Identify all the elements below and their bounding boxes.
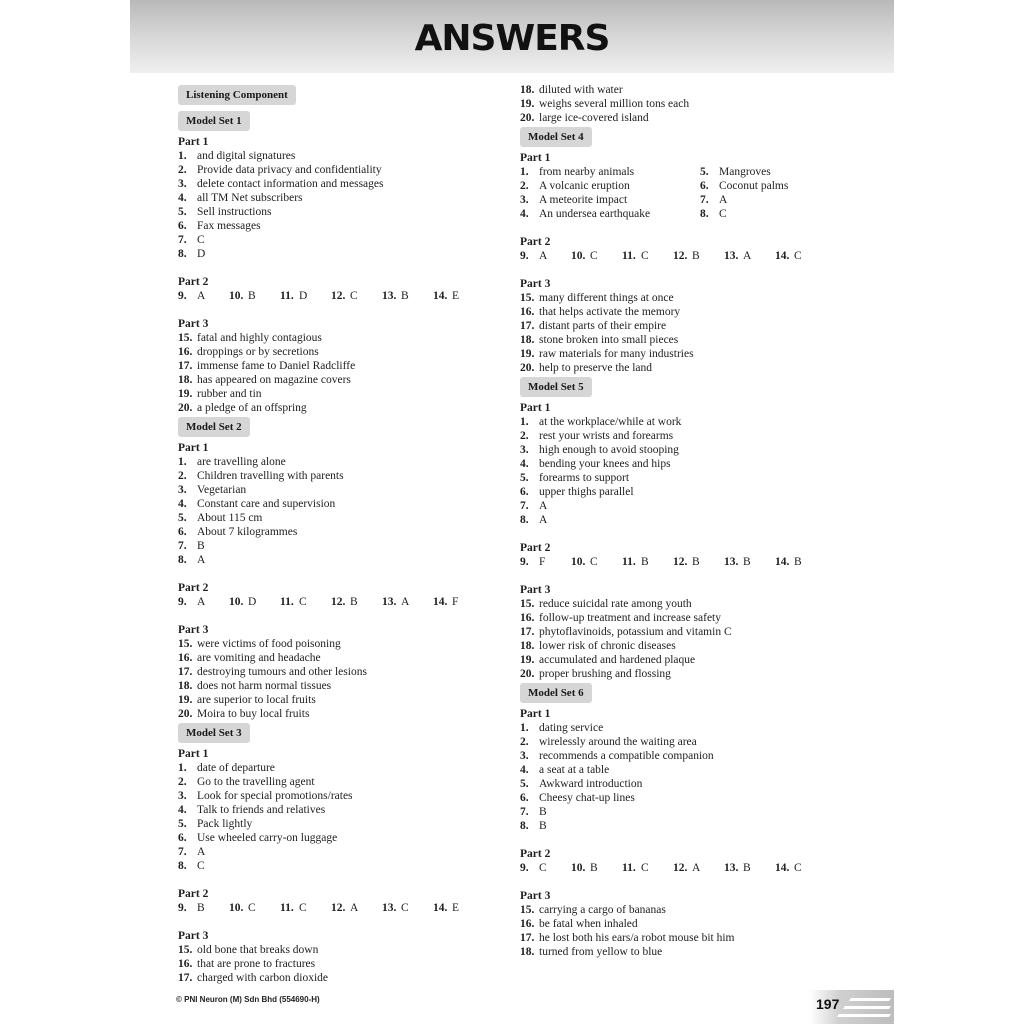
set5-part3-list (520, 597, 850, 681)
list-item: 14. E (433, 290, 460, 302)
list-item: 18. diluted with water (520, 84, 623, 96)
list-item: 6. Use wheeled carry-on luggage (178, 832, 338, 844)
model-set-4-label: Model Set 4 (520, 127, 592, 147)
set4-part1-list (520, 165, 850, 221)
right-column (520, 83, 850, 959)
page-number: 197 (816, 996, 840, 1012)
list-item: 17. he lost both his ears/a robot mouse bit him (520, 932, 735, 944)
list-item: 8. B (520, 820, 547, 832)
list-item: 11. C (280, 902, 307, 914)
list-item: 7. A (700, 194, 728, 206)
list-item: 5. About 115 cm (178, 512, 263, 524)
list-item: 5. Pack lightly (178, 818, 253, 830)
list-item: 18. stone broken into small pieces (520, 334, 679, 346)
set3-part3-list-right (520, 83, 850, 125)
list-item: 12. B (331, 596, 358, 608)
list-item: 13. B (724, 862, 751, 874)
list-item: 4. a seat at a table (520, 764, 610, 776)
set6-part3-title: Part 3 (520, 890, 551, 902)
list-item: 8. D (178, 248, 206, 260)
list-item: 14. C (775, 862, 802, 874)
set3-part3-title: Part 3 (178, 930, 209, 942)
list-item: 12. C (331, 290, 358, 302)
list-item: 9. F (520, 556, 546, 568)
list-item: 3. high enough to avoid stooping (520, 444, 679, 456)
list-item: 1. at the workplace/while at work (520, 416, 682, 428)
list-item: 10. C (571, 556, 598, 568)
list-item: 14. F (433, 596, 459, 608)
set1-part2-row (178, 289, 498, 303)
model-set-1-label: Model Set 1 (178, 111, 250, 131)
set4-part2-title: Part 2 (520, 236, 551, 248)
list-item: 2. Children travelling with parents (178, 470, 344, 482)
set2-part3-title: Part 3 (178, 624, 209, 636)
list-item: 7. B (178, 540, 205, 552)
list-item: 4. Constant care and supervision (178, 498, 336, 510)
set5-part1-list (520, 415, 850, 527)
list-item: 5. Mangroves (700, 166, 771, 178)
list-item: 4. all TM Net subscribers (178, 192, 303, 204)
list-item: 1. are travelling alone (178, 456, 286, 468)
model-set-3-label: Model Set 3 (178, 723, 250, 743)
set5-part2-row (520, 555, 850, 569)
list-item: 13. A (382, 596, 410, 608)
copyright-footer: © PNI Neuron (M) Sdn Bhd (554690-H) (176, 995, 320, 1004)
list-item: 6. Fax messages (178, 220, 261, 232)
set2-part3-list (178, 637, 498, 721)
page-number-badge (810, 990, 894, 1024)
page-title: ANSWERS (414, 18, 610, 59)
set3-part3-list-left (178, 943, 498, 985)
list-item: 1. dating service (520, 722, 604, 734)
list-item: 17. phytoflavinoids, potassium and vitamin C (520, 626, 732, 638)
list-item: 8. A (520, 514, 548, 526)
list-item: 11. C (280, 596, 307, 608)
list-item: 9. A (178, 596, 206, 608)
list-item: 3. Look for special promotions/rates (178, 790, 353, 802)
list-item: 10. C (571, 250, 598, 262)
list-item: 4. Talk to friends and relatives (178, 804, 326, 816)
list-item: 4. An undersea earthquake (520, 208, 651, 220)
list-item: 19. weighs several million tons each (520, 98, 690, 110)
list-item: 2. A volcanic eruption (520, 180, 630, 192)
list-item: 9. C (520, 862, 547, 874)
list-item: 15. many different things at once (520, 292, 674, 304)
list-item: 3. Vegetarian (178, 484, 247, 496)
set1-part3-list (178, 331, 498, 415)
list-item: 6. About 7 kilogrammes (178, 526, 298, 538)
list-item: 18. has appeared on magazine covers (178, 374, 351, 386)
list-item: 14. B (775, 556, 802, 568)
list-item: 20. Moira to buy local fruits (178, 708, 310, 720)
list-item: 3. A meteorite impact (520, 194, 628, 206)
set6-part3-list (520, 903, 850, 959)
header-banner (130, 0, 894, 73)
list-item: 19. raw materials for many industries (520, 348, 694, 360)
list-item: 16. are vomiting and headache (178, 652, 321, 664)
list-item: 10. D (229, 596, 257, 608)
list-item: 18. does not harm normal tissues (178, 680, 332, 692)
list-item: 16. follow-up treatment and increase safety (520, 612, 722, 624)
list-item: 1. date of departure (178, 762, 275, 774)
list-item: 20. help to preserve the land (520, 362, 653, 374)
set2-part2-row (178, 595, 498, 609)
list-item: 20. large ice-covered island (520, 112, 649, 124)
set4-part2-row (520, 249, 850, 263)
list-item: 3. delete contact information and messages (178, 178, 384, 190)
list-item: 7. C (178, 234, 205, 246)
set3-part1-list (178, 761, 498, 873)
list-item: 5. forearms to support (520, 472, 630, 484)
model-set-6-label: Model Set 6 (520, 683, 592, 703)
set4-part1-title: Part 1 (520, 152, 551, 164)
set6-part2-row (520, 861, 850, 875)
list-item: 6. Cheesy chat-up lines (520, 792, 635, 804)
list-item: 16. that are prone to fractures (178, 958, 316, 970)
list-item: 12. A (331, 902, 359, 914)
list-item: 17. charged with carbon dioxide (178, 972, 329, 984)
list-item: 2. Go to the travelling agent (178, 776, 315, 788)
list-item: 4. bending your knees and hips (520, 458, 671, 470)
set1-part1-list (178, 149, 498, 261)
list-item: 10. B (571, 862, 598, 874)
list-item: 20. a pledge of an offspring (178, 402, 307, 414)
list-item: 16. be fatal when inhaled (520, 918, 638, 930)
list-item: 16. that helps activate the memory (520, 306, 681, 318)
list-item: 5. Awkward introduction (520, 778, 643, 790)
list-item: 13. C (382, 902, 409, 914)
list-item: 13. B (724, 556, 751, 568)
list-item: 10. B (229, 290, 256, 302)
list-item: 18. lower risk of chronic diseases (520, 640, 676, 652)
list-item: 19. rubber and tin (178, 388, 262, 400)
list-item: 9. A (178, 290, 206, 302)
list-item: 1. and digital signatures (178, 150, 296, 162)
list-item: 5. Sell instructions (178, 206, 272, 218)
set1-part1-title: Part 1 (178, 136, 209, 148)
list-item: 11. C (622, 862, 649, 874)
list-item: 15. were victims of food poisoning (178, 638, 341, 650)
list-item: 2. rest your wrists and forearms (520, 430, 674, 442)
list-item: 7. A (178, 846, 206, 858)
set6-part1-title: Part 1 (520, 708, 551, 720)
list-item: 20. proper brushing and flossing (520, 668, 671, 680)
set2-part2-title: Part 2 (178, 582, 209, 594)
list-item: 12. A (673, 862, 701, 874)
set1-part2-title: Part 2 (178, 276, 209, 288)
set2-part1-list (178, 455, 498, 567)
list-item: 9. B (178, 902, 205, 914)
list-item: 2. Provide data privacy and confidentiality (178, 164, 382, 176)
set5-part1-title: Part 1 (520, 402, 551, 414)
list-item: 12. B (673, 250, 700, 262)
list-item: 7. B (520, 806, 547, 818)
list-item: 17. distant parts of their empire (520, 320, 667, 332)
list-item: 8. C (178, 860, 205, 872)
left-column (178, 83, 498, 985)
list-item: 16. droppings or by secretions (178, 346, 319, 358)
set1-part3-title: Part 3 (178, 318, 209, 330)
model-set-5-label: Model Set 5 (520, 377, 592, 397)
set3-part1-title: Part 1 (178, 748, 209, 760)
list-item: 15. fatal and highly contagious (178, 332, 322, 344)
list-item: 18. turned from yellow to blue (520, 946, 663, 958)
list-item: 17. destroying tumours and other lesions (178, 666, 367, 678)
list-item: 3. recommends a compatible companion (520, 750, 714, 762)
listening-component-label: Listening Component (178, 85, 296, 105)
list-item: 9. A (520, 250, 548, 262)
list-item: 7. A (520, 500, 548, 512)
list-item: 11. D (280, 290, 308, 302)
answer-page (130, 0, 894, 1024)
set6-part2-title: Part 2 (520, 848, 551, 860)
list-item: 10. C (229, 902, 256, 914)
set3-part2-title: Part 2 (178, 888, 209, 900)
list-item: 6. Coconut palms (700, 180, 789, 192)
list-item: 11. B (622, 556, 649, 568)
list-item: 13. B (382, 290, 409, 302)
set2-part1-title: Part 1 (178, 442, 209, 454)
list-item: 19. accumulated and hardened plaque (520, 654, 696, 666)
list-item: 19. are superior to local fruits (178, 694, 316, 706)
list-item: 6. upper thighs parallel (520, 486, 634, 498)
list-item: 13. A (724, 250, 752, 262)
list-item: 1. from nearby animals (520, 166, 635, 178)
list-item: 15. old bone that breaks down (178, 944, 319, 956)
model-set-2-label: Model Set 2 (178, 417, 250, 437)
list-item: 8. C (700, 208, 727, 220)
list-item: 14. C (775, 250, 802, 262)
list-item: 14. E (433, 902, 460, 914)
set6-part1-list (520, 721, 850, 833)
set4-part3-list (520, 291, 850, 375)
list-item: 15. reduce suicidal rate among youth (520, 598, 692, 610)
set4-part3-title: Part 3 (520, 278, 551, 290)
list-item: 11. C (622, 250, 649, 262)
list-item: 17. immense fame to Daniel Radcliffe (178, 360, 356, 372)
set5-part2-title: Part 2 (520, 542, 551, 554)
list-item: 2. wirelessly around the waiting area (520, 736, 697, 748)
set3-part2-row (178, 901, 498, 915)
list-item: 15. carrying a cargo of bananas (520, 904, 666, 916)
list-item: 12. B (673, 556, 700, 568)
list-item: 8. A (178, 554, 206, 566)
set5-part3-title: Part 3 (520, 584, 551, 596)
